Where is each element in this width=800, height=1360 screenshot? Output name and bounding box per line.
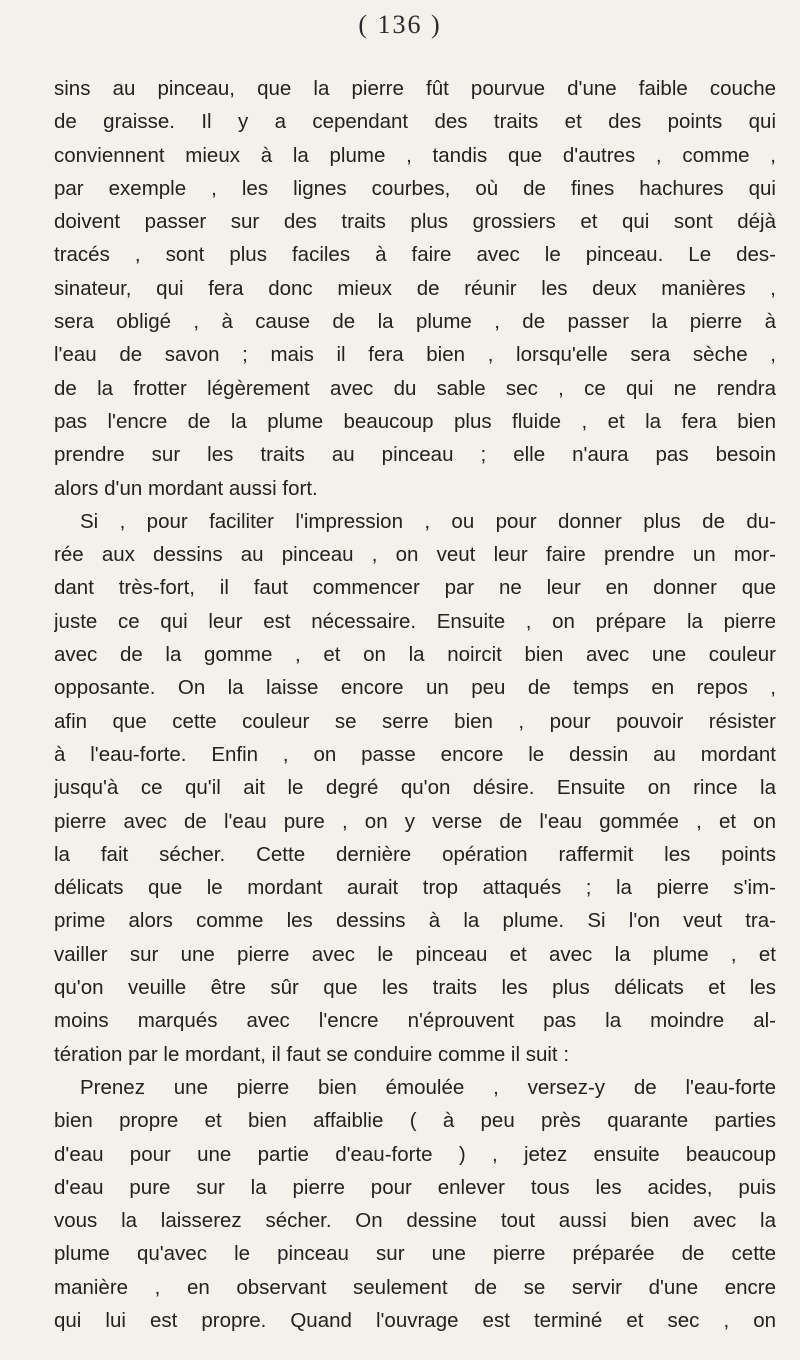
body-text — [54, 72, 776, 1337]
text-line: à l'eau-forte. Enfin , on passe encore le dessin au mordant — [54, 742, 776, 766]
text-line: par exemple , les lignes courbes, où de fines hachures qui — [54, 176, 776, 200]
text-line: d'eau pure sur la pierre pour enlever tous les acides, puis — [54, 1175, 776, 1199]
text-line: sera obligé , à cause de la plume , de passer la pierre à — [54, 310, 776, 334]
text-line: conviennent mieux à la plume , tandis que d'autres , comme , — [54, 143, 776, 167]
text-line: prime alors comme les dessins à la plume. Si l'on veut tra- — [54, 909, 776, 933]
text-line: sins au pinceau, que la pierre fût pourvue d'une faible couche — [54, 77, 776, 100]
text-line: alors d'un mordant aussi fort. — [54, 476, 318, 500]
text-line: jusqu'à ce qu'il ait le degré qu'on désire. Ensuite on rince la — [54, 776, 776, 800]
text-line: moins marqués avec l'encre n'éprouvent pas la moindre al- — [54, 1009, 776, 1033]
text-line: pierre avec de l'eau pure , on y verse de l'eau gommée , et on — [54, 809, 776, 833]
text-line: manière , en observant seulement de se servir d'une encre — [54, 1275, 776, 1299]
text-line: Si , pour faciliter l'impression , ou pour donner plus de du- — [80, 509, 776, 533]
text-line: délicats que le mordant aurait trop attaqués ; la pierre s'im- — [54, 876, 776, 900]
text-line: dant très-fort, il faut commencer par ne leur en donner que — [54, 576, 776, 600]
text-line: qu'on veuille être sûr que les traits les plus délicats et les — [54, 976, 776, 1000]
text-line: juste ce qui leur est nécessaire. Ensuite , on prépare la pierre — [54, 609, 776, 633]
page-number-header: ( 136 ) — [358, 10, 442, 39]
text-line: afin que cette couleur se serre bien , pour pouvoir résister — [54, 709, 776, 733]
text-line: rée aux dessins au pinceau , on veut leur faire prendre un mor- — [54, 543, 776, 567]
text-line: vous la laisserez sécher. On dessine tout aussi bien avec la — [54, 1209, 776, 1233]
text-line: opposante. On la laisse encore un peu de temps en repos , — [54, 676, 776, 700]
text-line: vailler sur une pierre avec le pinceau et avec la plume , et — [54, 942, 776, 966]
text-line: de la frotter légèrement avec du sable sec , ce qui ne rendra — [54, 376, 776, 400]
text-line: avec de la gomme , et on la noircit bien avec une couleur — [54, 643, 776, 667]
text-line: d'eau pour une partie d'eau-forte ) , jetez ensuite beaucoup — [54, 1142, 776, 1166]
text-line: tération par le mordant, il faut se conduire comme il suit : — [54, 1042, 570, 1066]
text-line: l'eau de savon ; mais il fera bien , lorsqu'elle sera sèche , — [54, 343, 776, 367]
text-line: tracés , sont plus faciles à faire avec le pinceau. Le des- — [54, 243, 776, 267]
text-line: de graisse. Il y a cependant des traits et des points qui — [54, 110, 776, 134]
text-line: pas l'encre de la plume beaucoup plus fluide , et la fera bien — [54, 409, 776, 433]
text-line: prendre sur les traits au pinceau ; elle n'aura pas besoin — [54, 443, 776, 467]
text-line: plume qu'avec le pinceau sur une pierre préparée de cette — [54, 1242, 776, 1266]
text-line: qui lui est propre. Quand l'ouvrage est terminé et sec , on — [54, 1308, 776, 1332]
text-line: la fait sécher. Cette dernière opération raffermit les points — [54, 842, 776, 866]
text-line: doivent passer sur des traits plus grossiers et qui sont déjà — [54, 210, 776, 234]
text-line: sinateur, qui fera donc mieux de réunir les deux manières , — [54, 276, 776, 300]
text-line: Prenez une pierre bien émoulée , versez-y de l'eau-forte — [80, 1075, 776, 1099]
text-line: bien propre et bien affaiblie ( à peu près quarante parties — [54, 1109, 776, 1133]
